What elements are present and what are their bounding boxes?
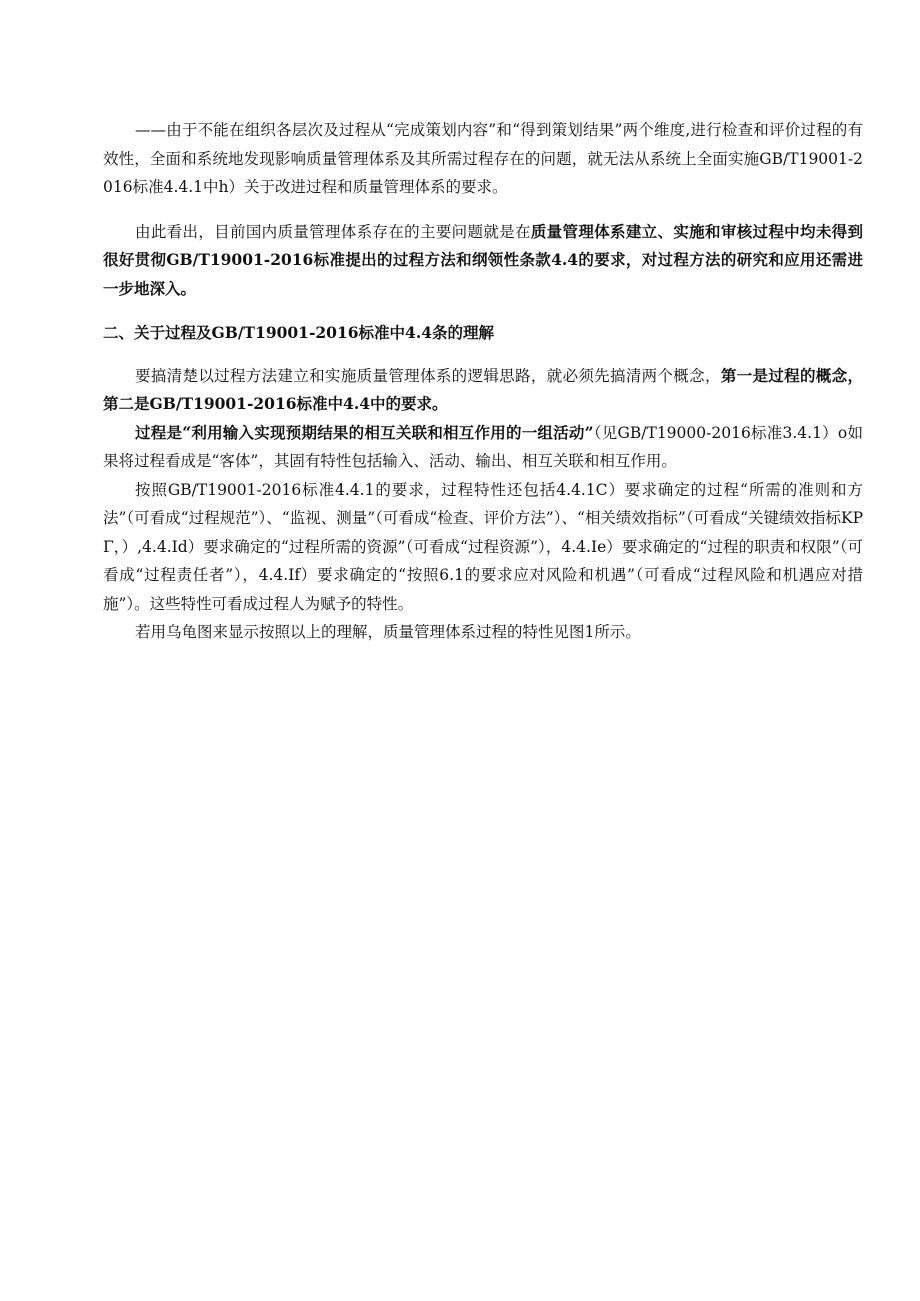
paragraph-improvement: ——由于不能在组织各层次及过程从“完成策划内容”和“得到策划结果”两个维度,进行检查和评价过程的有效性，全面和系统地发现影响质量管理体系及其所需过程存在的问题，就无法从系统上全面实施GB/T19001-2016标准4.4.1中h）关于改进过程和质量管理体系的要求。 — [103, 121, 863, 196]
paragraph-two-concepts — [103, 362, 863, 419]
paragraph-main-problem-emphasis: 质量管理体系建立、实施和审核过程中均未得到很好贯彻GB/T19001-2016标准提出的过程方法和纲领性条款4.4的要求，对过程方法的研究和应用还需进一步地深入。 — [103, 221, 863, 298]
paragraph-main-problem — [103, 218, 863, 304]
paragraph-turtle-diagram: 若用乌龟图来显示按照以上的理解，质量管理体系过程的特性见图1所示。 — [135, 623, 641, 641]
paragraph-two-concepts-lead: 要搞清楚以过程方法建立和实施质量管理体系的逻辑思路，就必须先搞清两个概念， — [135, 366, 721, 385]
paragraph-process-definition — [103, 419, 863, 476]
paragraph-two-concepts-emphasis: 第一是过程的概念，第二是GB/T19001-2016标准中4.4中的要求。 — [103, 365, 863, 413]
paragraph-process-characteristics: 按照GB/T19001-2016标准4.4.1的要求，过程特性还包括4.4.1C）要求确定的过程“所需的准则和方法”（可看成“过程规范”）、“监视、测量”（可看成“检查、评价方法”）、“相关绩效指标”（可看成“关键绩效指标KPΓ，）,4.4.Id）要求确定的“过程所需的资源”（可看成“过程资源”），4.4.Ie）要求确定的“过程的职责和权限”（可看成“过程责任者”），4.4.If）要求确定的“按照6.1的要求应对风险和机遇”（可看成“过程风险和机遇应对措施”）。这些特性可看成过程人为赋予的特性。 — [103, 480, 864, 613]
paragraph-main-problem-lead: 由此看出，目前国内质量管理体系存在的主要问题就是在 — [135, 222, 531, 241]
section-heading: 二、关于过程及GB/T19001-2016标准中4.4条的理解 — [103, 323, 494, 342]
paragraph-process-definition-rest: （见GB/T19000-2016标准3.4.1）o如果将过程看成是“客体”，其固有特性包括输入、活动、输出、相互关联和相互作用。 — [103, 423, 863, 470]
document-page — [103, 116, 863, 647]
paragraph-process-definition-emphasis: 过程是“利用输入实现预期结果的相互关联和相互作用的一组活动” — [135, 422, 594, 442]
